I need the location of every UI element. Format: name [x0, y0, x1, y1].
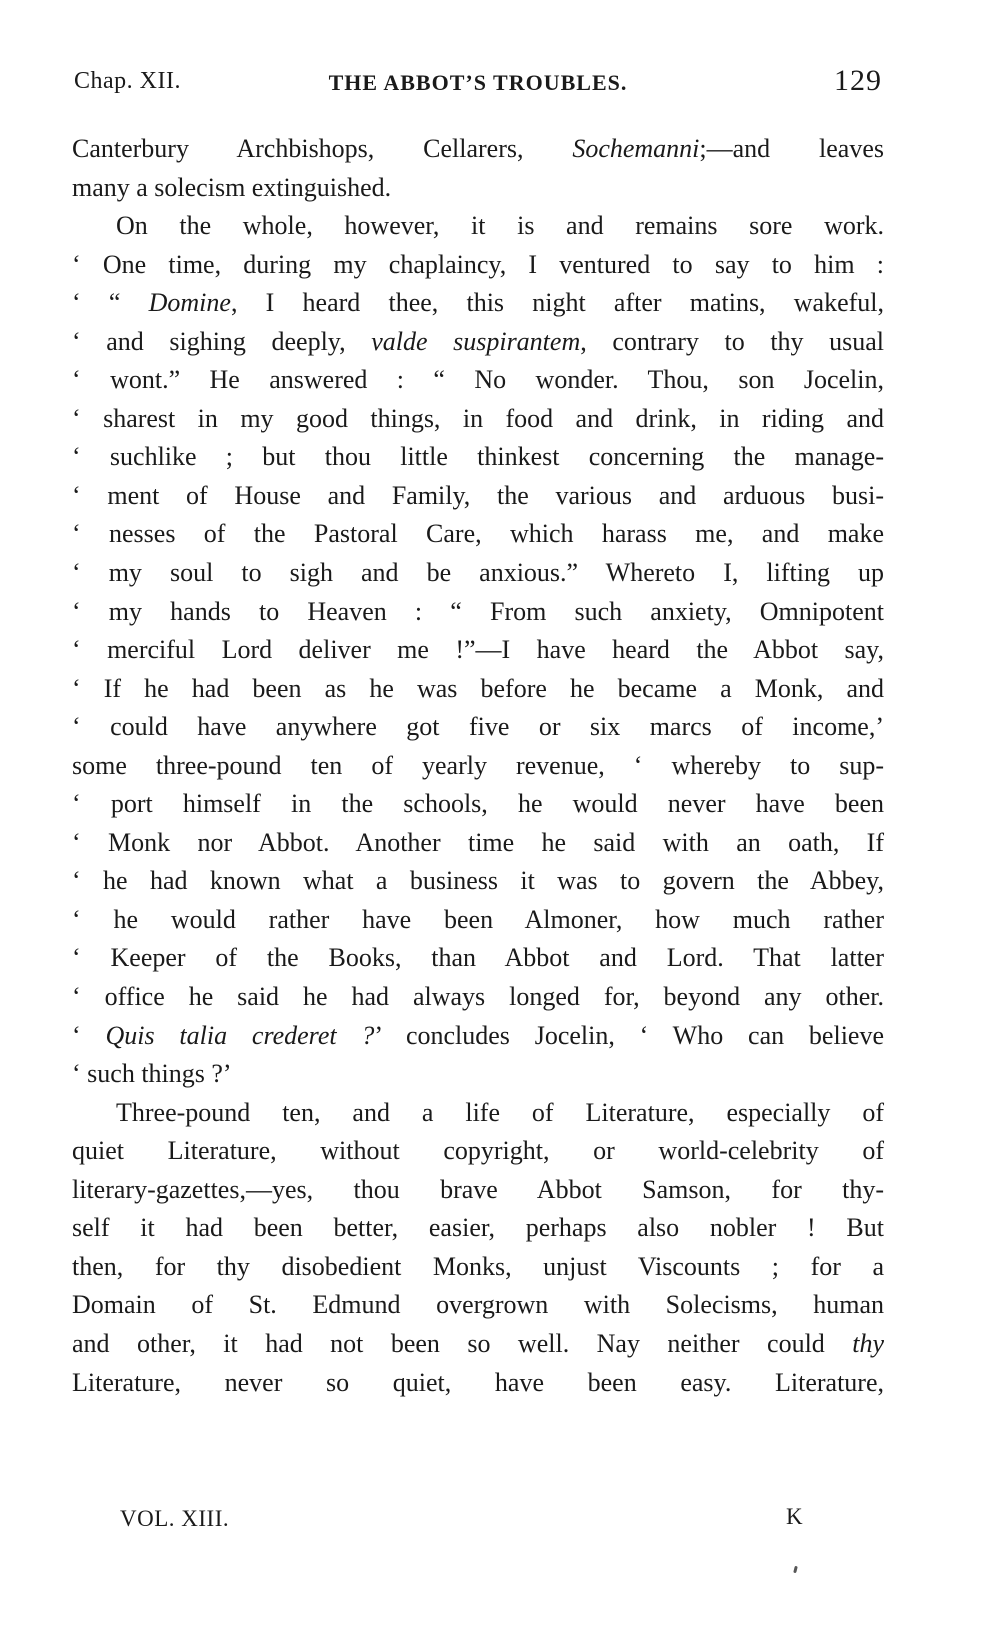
- text-line: ‘ such things ?’: [72, 1059, 232, 1089]
- text-line: many a solecism extinguished.: [72, 172, 392, 202]
- text-line: [72, 1325, 884, 1364]
- page-number: 129: [834, 64, 882, 97]
- line-segment: ‘ and sighing deeply,: [72, 326, 372, 356]
- text-line: literary-gazettes,—yes, thou brave Abbot Samson, for thy-: [72, 1174, 884, 1204]
- italic-segment: thy: [852, 1328, 884, 1358]
- text-line: On the whole, however, it is and remains sore work.: [116, 211, 884, 241]
- line-segment: ‘ “: [72, 288, 149, 318]
- text-line: ‘ wont.” He answered : “ No wonder. Thou, son Jocelin,: [72, 365, 884, 395]
- italic-segment: Domine: [148, 288, 231, 318]
- italic-segment: Sochemanni: [572, 134, 700, 163]
- volume-label: VOL. XIII.: [120, 1506, 230, 1531]
- body-text: [72, 130, 884, 1402]
- text-line: [72, 1017, 884, 1056]
- line-segment: Canterbury Archbishops, Cellarers,: [72, 134, 573, 163]
- text-line: ‘ my soul to sigh and be anxious.” Whereto I, lifting up: [72, 558, 884, 588]
- text-line: ‘ my hands to Heaven : “ From such anxiety, Omnipotent: [72, 596, 884, 626]
- text-line: ‘ port himself in the schools, he would never have been: [72, 789, 884, 819]
- text-line: ‘ suchlike ; but thou little thinkest concerning the manage-: [72, 442, 884, 472]
- text-line: then, for thy disobedient Monks, unjust Viscounts ; for a: [72, 1251, 884, 1281]
- page-footer: [72, 1502, 884, 1538]
- text-line: Three-pound ten, and a life of Literature, especially of: [116, 1097, 884, 1127]
- text-line: some three-pound ten of yearly revenue, ‘ whereby to sup-: [72, 750, 884, 780]
- signature-mark: K: [786, 1504, 804, 1529]
- italic-segment: valde suspirantem: [371, 326, 581, 356]
- running-header: [72, 64, 884, 104]
- text-line: self it had been better, easier, perhaps also nobler ! But: [72, 1213, 884, 1243]
- line-segment: ’ concludes Jocelin, ‘ Who can believe: [374, 1020, 884, 1050]
- text-line: ‘ Keeper of the Books, than Abbot and Lord. That latter: [72, 943, 884, 973]
- text-line: ‘ Monk nor Abbot. Another time he said with an oath, If: [72, 827, 884, 857]
- line-segment: , I heard thee, this night after matins, wakeful,: [230, 288, 885, 318]
- line-segment: and other, it had not been so well. Nay neither could: [72, 1328, 853, 1358]
- text-line: [72, 323, 884, 362]
- line-segment: ;—and leaves: [699, 134, 884, 163]
- page-title: THE ABBOT’S TROUBLES.: [328, 70, 628, 95]
- text-line: Domain of St. Edmund overgrown with Solecisms, human: [72, 1290, 884, 1320]
- italic-segment: Quis talia crederet ?: [105, 1020, 375, 1050]
- text-line: [72, 284, 884, 323]
- text-line: ‘ he would rather have been Almoner, how much rather: [72, 904, 884, 934]
- text-line: [72, 130, 884, 169]
- text-line: ‘ ment of House and Family, the various and arduous busi-: [72, 480, 884, 510]
- text-line: ‘ office he said he had always longed for, beyond any other.: [72, 982, 884, 1012]
- text-line: ‘ One time, during my chaplaincy, I ventured to say to him :: [72, 249, 884, 279]
- text-line: ‘ could have anywhere got five or six marcs of income,’: [72, 712, 884, 742]
- text-line: ‘ nesses of the Pastoral Care, which harass me, and make: [72, 519, 884, 549]
- text-line: Literature, never so quiet, have been easy. Literature,: [72, 1367, 884, 1397]
- ink-speck: [793, 1566, 798, 1574]
- text-line: ‘ merciful Lord deliver me !”—I have heard the Abbot say,: [72, 635, 884, 665]
- line-segment: , contrary to thy usual: [580, 326, 885, 356]
- text-line: ‘ If he had been as he was before he became a Monk, and: [72, 673, 884, 703]
- chapter-label: Chap. XII.: [74, 68, 181, 94]
- text-line: ‘ he had known what a business it was to govern the Abbey,: [72, 866, 884, 896]
- line-segment: ‘: [72, 1020, 106, 1050]
- text-line: ‘ sharest in my good things, in food and drink, in riding and: [72, 403, 884, 433]
- text-line: quiet Literature, without copyright, or world-celebrity of: [72, 1136, 884, 1166]
